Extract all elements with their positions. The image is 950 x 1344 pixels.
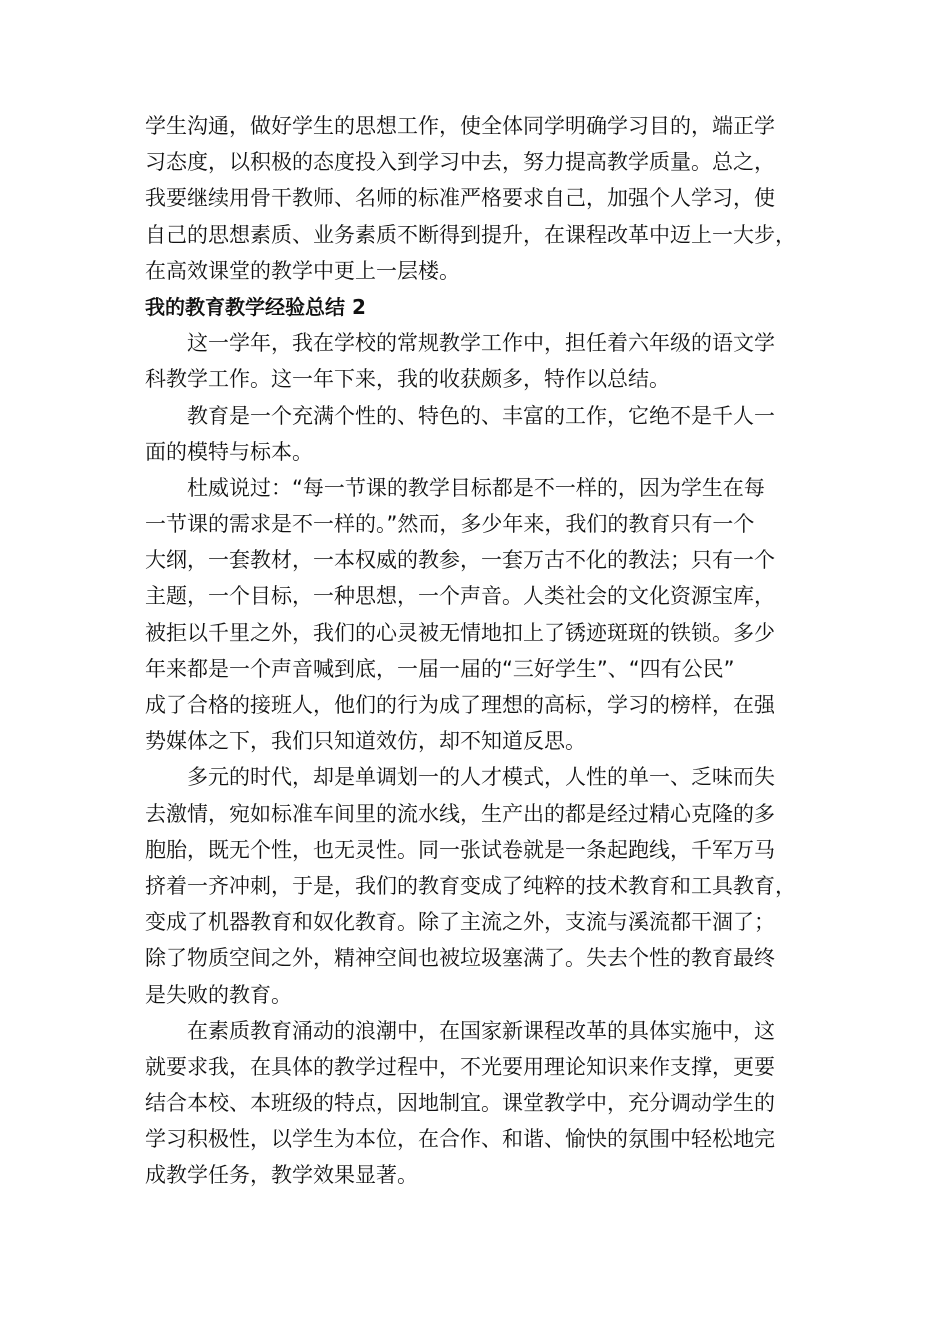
text-line: 势媒体之下，我们只知道效仿，却不知道反思。 <box>145 729 586 754</box>
text-line: 一节课的需求是不一样的。”然而，多少年来，我们的教育只有一个 <box>145 512 755 537</box>
text-line: 我要继续用骨干教师、名师的标准严格要求自己，加强个人学习，使 <box>145 186 775 211</box>
text-line: 除了物质空间之外，精神空间也被垃圾塞满了。失去个性的教育最终 <box>145 946 775 971</box>
text-line: 成了合格的接班人，他们的行为成了理想的高标，学习的榜样，在强 <box>145 693 775 717</box>
paragraph-5 <box>145 1013 813 1194</box>
text-line: 学习积极性，以学生为本位，在合作、和谐、愉快的氛围中轻松地完 <box>145 1127 775 1152</box>
text-line: 这一学年，我在学校的常规教学工作中，担任着六年级的语文学 <box>187 331 775 356</box>
text-line: 教育是一个充满个性的、特色的、丰富的工作，它绝不是千人一 <box>187 403 775 428</box>
text-line: 学生沟通，做好学生的思想工作，使全体同学明确学习目的，端正学 <box>145 114 775 138</box>
document-page <box>145 108 813 1194</box>
text-line: 杜威说过：“每一节课的教学目标都是不一样的，因为学生在每 <box>187 475 765 500</box>
text-line: 多元的时代，却是单调划一的人才模式，人性的单一、乏味而失 <box>187 765 775 790</box>
paragraph-1 <box>145 325 813 397</box>
text-line: 结合本校、本班级的特点，因地制宜。课堂教学中，充分调动学生的 <box>145 1091 775 1116</box>
text-line: 就要求我，在具体的教学过程中，不光要用理论知识来作支撑，更要 <box>145 1054 775 1079</box>
paragraph-2 <box>145 398 813 470</box>
text-line: 习态度，以积极的态度投入到学习中去，努力提高教学质量。总之， <box>145 150 775 175</box>
paragraph-3 <box>145 470 813 760</box>
text-line: 被拒以千里之外，我们的心灵被无情地扣上了锈迹斑斑的铁锁。多少 <box>145 620 775 645</box>
text-line: 科教学工作。这一年下来，我的收获颇多，特作以总结。 <box>145 367 670 392</box>
text-line: 是失败的教育。 <box>145 982 292 1007</box>
text-line: 胞胎，既无个性，也无灵性。同一张试卷就是一条起跑线，千军万马 <box>145 837 775 862</box>
text-line: 主题，一个目标，一种思想，一个声音。人类社会的文化资源宝库， <box>145 584 775 609</box>
text-line: 挤着一齐冲刺，于是，我们的教育变成了纯粹的技术教育和工具教育， <box>145 873 796 898</box>
text-line: 去激情，宛如标准车间里的流水线，生产出的都是经过精心克隆的多 <box>145 801 775 826</box>
text-line: 变成了机器教育和奴化教育。除了主流之外，支流与溪流都干涸了； <box>145 910 775 935</box>
text-line: 成教学任务，教学效果显著。 <box>145 1163 418 1188</box>
text-line: 大纲，一套教材，一本权威的教参，一套万古不化的教法；只有一个 <box>145 548 775 573</box>
paragraph-4 <box>145 759 813 1012</box>
text-line: 自己的思想素质、业务素质不断得到提升，在课程改革中迈上一大步， <box>145 222 796 247</box>
text-line: 在高效课堂的教学中更上一层楼。 <box>145 258 460 283</box>
section-heading: 我的教育教学经验总结 2 <box>145 294 366 319</box>
continuation-paragraph <box>145 108 813 289</box>
text-line: 在素质教育涌动的浪潮中，在国家新课程改革的具体实施中，这 <box>187 1018 775 1043</box>
text-line: 年来都是一个声音喊到底，一届一届的“三好学生”、“四有公民” <box>145 656 735 681</box>
text-line: 面的模特与标本。 <box>145 439 313 464</box>
